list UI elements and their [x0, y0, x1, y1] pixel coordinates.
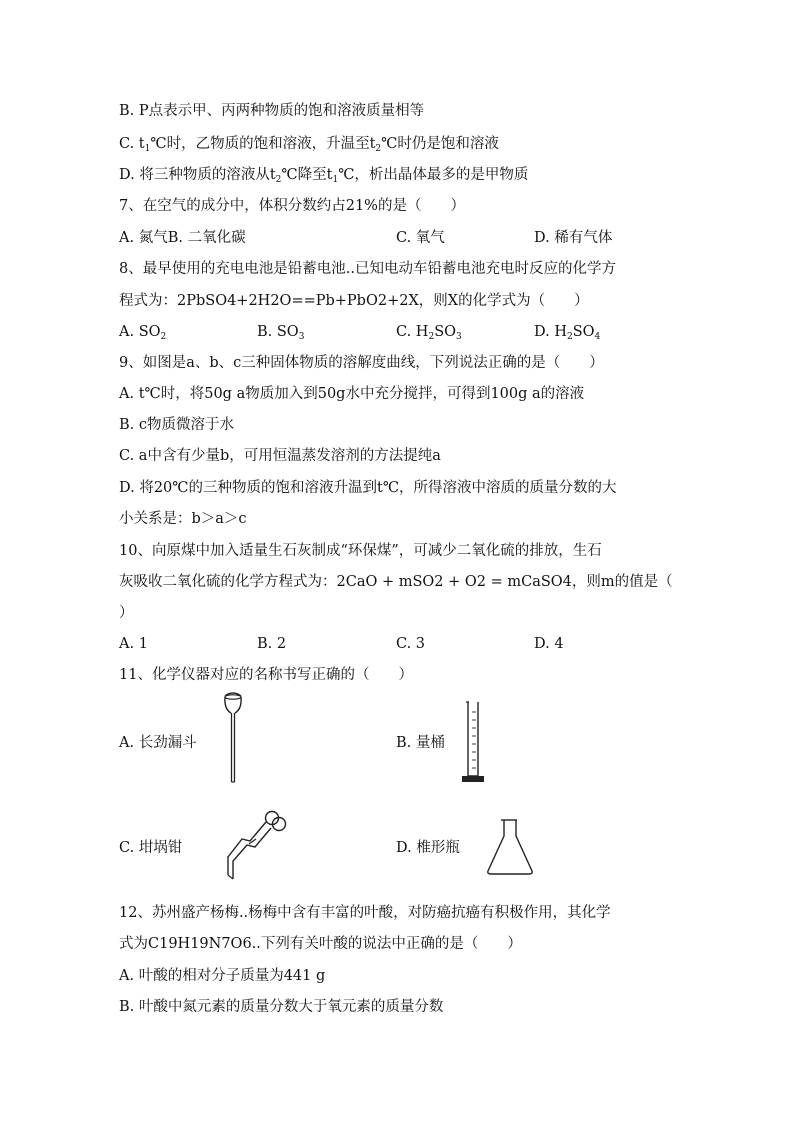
q11-option-b: B. 量桶 — [396, 735, 445, 751]
q11-option-c: C. 坩埚钳 — [119, 840, 183, 856]
q8b-sub: 3 — [298, 332, 305, 342]
q9-option-d-line2: 小关系是：b＞a＞c — [119, 511, 247, 527]
q10-option-d: D. 4 — [534, 636, 564, 652]
q6d-post: ℃，析出晶体最多的是甲物质 — [338, 167, 529, 183]
q12-stem-line1: 12、苏州盛产杨梅..杨梅中含有丰富的叶酸，对防癌抗癌有积极作用，其化学 — [119, 905, 611, 921]
q8c-post: SO — [434, 324, 457, 340]
q6c-sub1: 1 — [144, 144, 151, 154]
q9-option-d-line1: D. 将20℃的三种物质的饱和溶液升温到t℃，所得溶液中溶质的质量分数的大 — [119, 480, 617, 496]
q6c-pre: C. t — [119, 136, 145, 152]
q9-option-c: C. a中含有少量b，可用恒温蒸发溶剂的方法提纯a — [119, 448, 441, 464]
q8a-sub: 2 — [160, 332, 167, 342]
q10-stem-line3: ） — [119, 605, 134, 621]
conical-flask-icon — [485, 818, 537, 878]
q8-stem-line2: 程式为：2PbSO4+2H2O==Pb+PbO2+2X，则X的化学式为（ ） — [119, 293, 589, 309]
q8-option-a — [119, 323, 166, 341]
q7-option-d: D. 稀有气体 — [534, 230, 613, 246]
q8-option-c — [396, 323, 462, 341]
q8c-pre: C. H — [396, 324, 429, 340]
q11-stem: 11、化学仪器对应的名称书写正确的（ ） — [119, 667, 413, 683]
q8d-pre: D. H — [534, 324, 567, 340]
q8d-sub2: 4 — [594, 332, 601, 342]
q11-option-d: D. 椎形瓶 — [396, 840, 460, 856]
q8d-post: SO — [572, 324, 595, 340]
q6c-sub2: 2 — [375, 144, 382, 154]
q10-stem-line2: 灰吸收二氧化硫的化学方程式为：2CaO + mSO2 + O2 = mCaSO4，则m的值是（ — [119, 574, 673, 590]
q7-stem: 7、在空气的成分中，体积分数约占21%的是（ ） — [119, 198, 465, 214]
q6-option-d — [119, 166, 528, 184]
q8-option-b — [257, 323, 304, 341]
crucible-tongs-icon — [212, 803, 292, 885]
q9-stem: 9、如图是a、b、c三种固体物质的溶解度曲线，下列说法正确的是（ ） — [119, 355, 604, 371]
q10-option-c: C. 3 — [396, 636, 426, 652]
q8-option-d — [534, 323, 600, 341]
q8d-sub: 2 — [566, 332, 573, 342]
q10-stem-line1: 10、向原煤中加入适量生石灰制成“环保煤”，可减少二氧化硫的排放，生石 — [119, 543, 602, 559]
q12-stem-line2: 式为C19H19N7O6..下列有关叶酸的说法中正确的是（ ） — [119, 936, 522, 952]
q8-stem-line1: 8、最早使用的充电电池是铅蓄电池..已知电动车铅蓄电池充电时反应的化学方 — [119, 261, 616, 277]
q6c-mid: ℃时，乙物质的饱和溶液，升温至t — [150, 136, 376, 152]
q6c-post: ℃时仍是饱和溶液 — [381, 136, 499, 152]
q10-option-a: A. 1 — [119, 636, 148, 652]
q6d-sub2: 1 — [332, 175, 339, 185]
q9-option-b: B. c物质微溶于水 — [119, 417, 234, 433]
q9-option-a: A. t℃时，将50g a物质加入到50g水中充分搅拌，可得到100g a的溶液 — [119, 386, 585, 402]
long-stem-funnel-icon — [218, 690, 248, 786]
q8c-sub: 2 — [428, 332, 435, 342]
q8a-pre: A. SO — [119, 324, 161, 340]
q12-option-b: B. 叶酸中氮元素的质量分数大于氧元素的质量分数 — [119, 999, 444, 1015]
q6-option-b: B. P点表示甲、丙两种物质的饱和溶液质量相等 — [119, 103, 425, 119]
q7-option-ab: A. 氮气B. 二氧化碳 — [119, 230, 246, 246]
q11-option-a: A. 长劲漏斗 — [119, 735, 197, 751]
q6d-mid: ℃降至t — [281, 167, 333, 183]
q12-option-a: A. 叶酸的相对分子质量为441 g — [119, 968, 326, 984]
q6d-sub1: 2 — [275, 175, 282, 185]
q8b-pre: B. SO — [257, 324, 299, 340]
graduated-cylinder-icon — [458, 700, 488, 786]
q6-option-c — [119, 135, 499, 153]
q6d-pre: D. 将三种物质的溶液从t — [119, 167, 276, 183]
q10-option-b: B. 2 — [257, 636, 287, 652]
q8c-sub2: 3 — [456, 332, 462, 342]
q7-option-c: C. 氧气 — [396, 230, 445, 246]
